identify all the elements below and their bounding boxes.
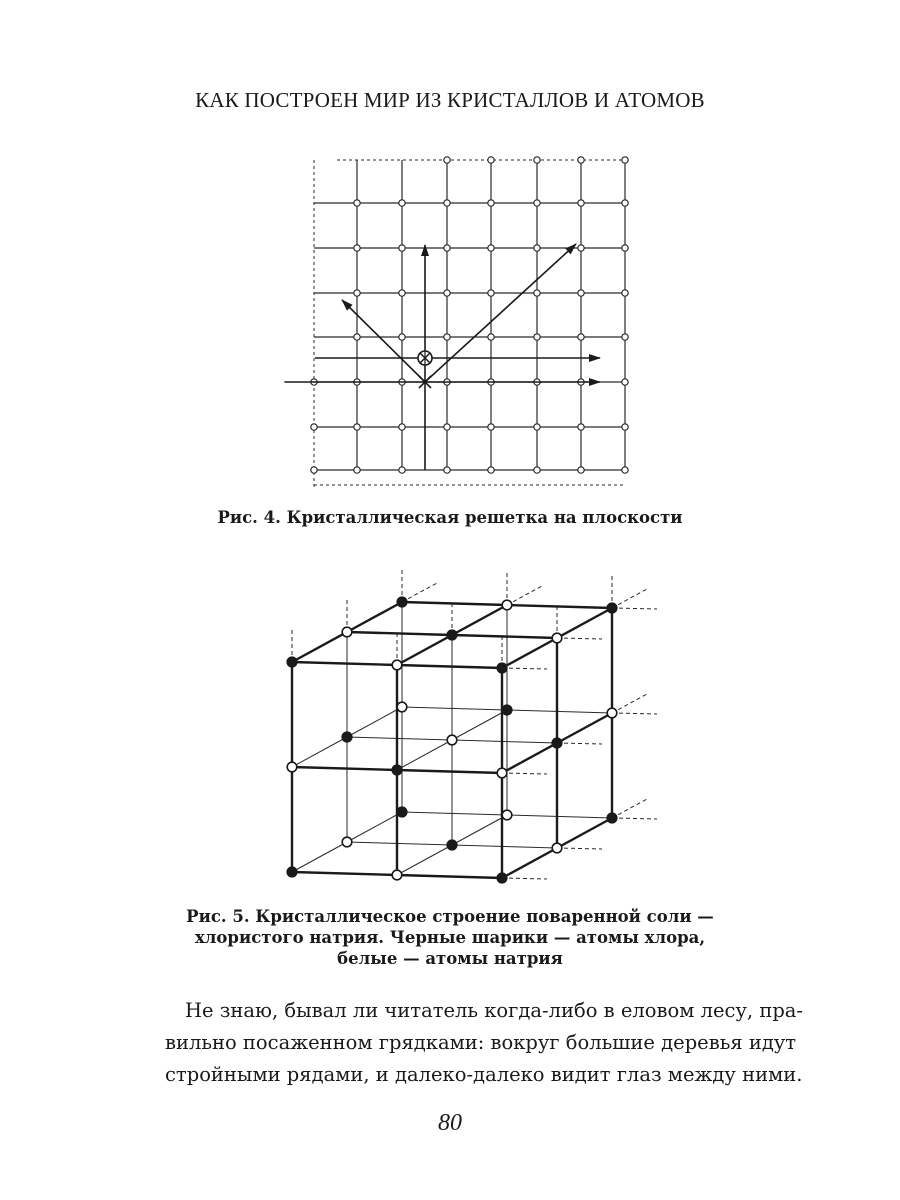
lattice-node bbox=[578, 424, 584, 430]
lattice-node bbox=[444, 467, 450, 473]
lattice-node bbox=[534, 245, 540, 251]
body-paragraph bbox=[165, 995, 804, 1091]
lattice-edge-x bbox=[347, 737, 452, 740]
lattice-node bbox=[534, 157, 540, 163]
lattice-node bbox=[444, 245, 450, 251]
sodium-atom bbox=[392, 660, 402, 670]
figure-5-caption-line-1: Рис. 5. Кристаллическое строение поваренной соли — bbox=[186, 907, 714, 926]
lattice-edge-x bbox=[397, 875, 502, 878]
sodium-atom bbox=[342, 627, 352, 637]
lattice-node bbox=[622, 467, 628, 473]
lattice-edge-x bbox=[507, 605, 612, 608]
lattice-node bbox=[622, 157, 628, 163]
lattice-node bbox=[534, 334, 540, 340]
figure-5-nacl-structure bbox=[270, 565, 670, 890]
lattice-node bbox=[622, 245, 628, 251]
lattice-node bbox=[444, 200, 450, 206]
origin-atom-marker bbox=[418, 351, 432, 365]
sodium-atom bbox=[552, 843, 562, 853]
running-title: КАК ПОСТРОЕН МИР ИЗ КРИСТАЛЛОВ И АТОМОВ bbox=[195, 88, 705, 112]
lattice-node bbox=[534, 200, 540, 206]
chlorine-atom bbox=[497, 873, 507, 883]
sodium-atom bbox=[607, 708, 617, 718]
chlorine-atom bbox=[287, 867, 297, 877]
lattice-node bbox=[578, 157, 584, 163]
lattice-node bbox=[534, 290, 540, 296]
figure-4-caption: Рис. 4. Кристаллическая решетка на плоскости bbox=[217, 508, 683, 527]
lattice-node bbox=[354, 245, 360, 251]
sodium-atom bbox=[502, 600, 512, 610]
chlorine-atom bbox=[502, 705, 512, 715]
lattice-node bbox=[399, 334, 405, 340]
lattice-edge-z bbox=[292, 842, 347, 872]
lattice-node bbox=[622, 334, 628, 340]
lattice-edge-x bbox=[292, 767, 397, 770]
lattice-node bbox=[488, 467, 494, 473]
lattice-edge-z bbox=[292, 737, 347, 767]
lattice-node bbox=[488, 424, 494, 430]
lattice-node bbox=[311, 467, 317, 473]
figure-5-caption-line-3: белые — атомы натрия bbox=[337, 949, 563, 968]
lattice-node bbox=[399, 200, 405, 206]
chlorine-atom bbox=[497, 663, 507, 673]
lattice-dashed-continuation bbox=[507, 586, 542, 605]
figure-4-planar-lattice bbox=[270, 140, 630, 500]
figure-5-caption-line-2: хлористого натрия. Черные шарики — атомы хлора, bbox=[194, 928, 706, 947]
page-number: 80 bbox=[438, 1110, 462, 1136]
lattice-edge-z bbox=[557, 713, 612, 743]
lattice-node bbox=[534, 424, 540, 430]
paragraph-line-2: вильно посаженном грядками: вокруг большие деревья идут bbox=[165, 1031, 797, 1054]
sodium-atom bbox=[397, 702, 407, 712]
chlorine-atom bbox=[552, 738, 562, 748]
lattice-edge-x bbox=[507, 815, 612, 818]
sodium-atom bbox=[502, 810, 512, 820]
lattice-node bbox=[311, 424, 317, 430]
sodium-atom bbox=[447, 735, 457, 745]
lattice-edge-x bbox=[402, 602, 507, 605]
lattice-dashed-continuation bbox=[612, 799, 647, 818]
sodium-atom bbox=[552, 633, 562, 643]
lattice-node bbox=[488, 245, 494, 251]
lattice-dashed-continuation bbox=[502, 773, 547, 774]
lattice-edge-z bbox=[502, 743, 557, 773]
lattice-node bbox=[399, 467, 405, 473]
lattice-edge-x bbox=[397, 665, 502, 668]
diagonal-right-arrow bbox=[425, 244, 576, 382]
lattice-node bbox=[622, 379, 628, 385]
lattice-edge-z bbox=[397, 740, 452, 770]
lattice-dashed-continuation bbox=[557, 743, 602, 744]
sodium-atom bbox=[287, 762, 297, 772]
sodium-atom bbox=[342, 837, 352, 847]
lattice-edge-z bbox=[452, 815, 507, 845]
lattice-node bbox=[622, 424, 628, 430]
lattice-edge-x bbox=[402, 812, 507, 815]
lattice-dashed-continuation bbox=[557, 638, 602, 639]
sodium-atom bbox=[497, 768, 507, 778]
lattice-edge-x bbox=[402, 707, 507, 710]
lattice-node bbox=[399, 424, 405, 430]
lattice-node bbox=[578, 245, 584, 251]
lattice-node bbox=[444, 334, 450, 340]
lattice-edge-z bbox=[502, 638, 557, 668]
lattice-node bbox=[444, 157, 450, 163]
lattice-dashed-continuation bbox=[612, 589, 647, 608]
figure-5-caption bbox=[0, 906, 900, 969]
lattice-node bbox=[444, 290, 450, 296]
lattice-edge-z bbox=[347, 812, 402, 842]
lattice-node bbox=[488, 290, 494, 296]
lattice-edge-x bbox=[347, 632, 452, 635]
lattice-edge-z bbox=[557, 818, 612, 848]
lattice-node bbox=[399, 245, 405, 251]
lattice-edge-z bbox=[292, 632, 347, 662]
lattice-node bbox=[488, 200, 494, 206]
lattice-edge-z bbox=[502, 848, 557, 878]
lattice-edge-x bbox=[507, 710, 612, 713]
diagonal-left-arrow bbox=[342, 300, 425, 382]
lattice-node bbox=[354, 200, 360, 206]
chlorine-atom bbox=[397, 597, 407, 607]
lattice-dashed-continuation bbox=[402, 583, 437, 602]
lattice-dashed-continuation bbox=[502, 878, 547, 879]
lattice-edge-x bbox=[452, 845, 557, 848]
chlorine-atom bbox=[607, 603, 617, 613]
lattice-node bbox=[354, 467, 360, 473]
chlorine-atom bbox=[397, 807, 407, 817]
lattice-node bbox=[354, 290, 360, 296]
lattice-dashed-continuation bbox=[502, 668, 547, 669]
lattice-dashed-continuation bbox=[557, 848, 602, 849]
chlorine-atom bbox=[447, 840, 457, 850]
lattice-node bbox=[578, 200, 584, 206]
paragraph-line-3: стройными рядами, и далеко-далеко видит глаз между ними. bbox=[165, 1063, 803, 1086]
lattice-node bbox=[354, 334, 360, 340]
lattice-dashed-continuation bbox=[612, 818, 657, 819]
lattice-edge-x bbox=[452, 635, 557, 638]
lattice-node bbox=[622, 290, 628, 296]
lattice-node bbox=[622, 200, 628, 206]
chlorine-atom bbox=[287, 657, 297, 667]
chlorine-atom bbox=[447, 630, 457, 640]
lattice-node bbox=[578, 290, 584, 296]
lattice-dashed-continuation bbox=[612, 713, 657, 714]
lattice-edge-z bbox=[347, 707, 402, 737]
lattice-edge-x bbox=[292, 872, 397, 875]
lattice-node bbox=[534, 467, 540, 473]
lattice-node bbox=[578, 334, 584, 340]
lattice-node bbox=[399, 290, 405, 296]
lattice-edge-x bbox=[292, 662, 397, 665]
chlorine-atom bbox=[342, 732, 352, 742]
lattice-edge-z bbox=[347, 602, 402, 632]
chlorine-atom bbox=[392, 765, 402, 775]
lattice-edge-x bbox=[452, 740, 557, 743]
lattice-node bbox=[488, 157, 494, 163]
lattice-node bbox=[578, 467, 584, 473]
lattice-edge-z bbox=[397, 845, 452, 875]
paragraph-line-1: Не знаю, бывал ли читатель когда-либо в еловом лесу, пра- bbox=[185, 999, 804, 1022]
lattice-node bbox=[354, 424, 360, 430]
lattice-dashed-continuation bbox=[612, 694, 647, 713]
lattice-edge-z bbox=[397, 635, 452, 665]
lattice-node bbox=[488, 334, 494, 340]
sodium-atom bbox=[392, 870, 402, 880]
lattice-edge-x bbox=[397, 770, 502, 773]
lattice-dashed-continuation bbox=[612, 608, 657, 609]
lattice-edge-z bbox=[557, 608, 612, 638]
lattice-edge-z bbox=[452, 605, 507, 635]
lattice-edge-z bbox=[452, 710, 507, 740]
chlorine-atom bbox=[607, 813, 617, 823]
lattice-node bbox=[444, 424, 450, 430]
lattice-edge-x bbox=[347, 842, 452, 845]
